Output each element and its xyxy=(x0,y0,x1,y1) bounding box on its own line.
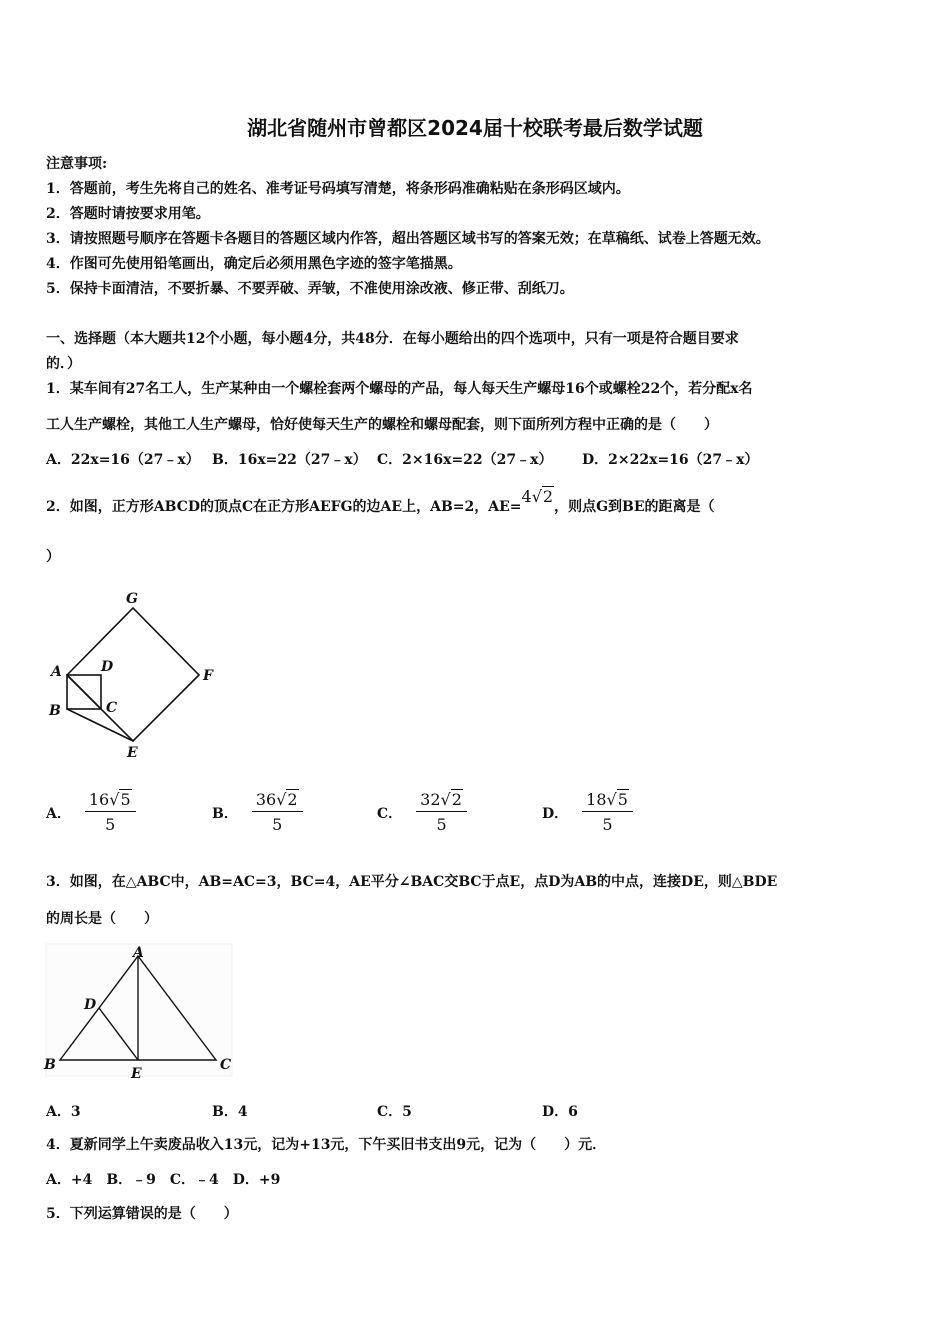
notice-item-1: 1．答题前，考生先将自己的姓名、准考证号码填写清楚，将条形码准确粘贴在条形码区域内。 xyxy=(46,181,630,197)
q3-text: 3．如图，在△ABC中，AB=AC=3，BC=4，AE平分∠BAC交BC于点E，点D为AB的中点，连接DE，则△BDE xyxy=(46,874,778,890)
q1-option-a: A．22x=16（27﹣x） xyxy=(46,452,200,468)
q2-option-a-den: 5 xyxy=(105,815,116,834)
q1-option-b: B．16x=22（27﹣x） xyxy=(212,452,367,468)
q2-option-d-coef: 18 xyxy=(586,790,607,809)
q2-figure xyxy=(40,585,230,765)
notice-item-2: 2．答题时请按要求用笔。 xyxy=(46,206,210,222)
notice-heading: 注意事项: xyxy=(46,156,108,172)
label-c: C xyxy=(106,700,118,716)
q2-option-c-letter: C． xyxy=(377,806,403,822)
q3-option-b: B．4 xyxy=(212,1104,248,1120)
q1-option-d: D．2×22x=16（27﹣x） xyxy=(582,452,759,468)
q2-option-b-fraction: $\frac{36√2}{5}$ xyxy=(252,790,303,834)
label-d: D xyxy=(101,659,114,675)
q2-option-d xyxy=(542,790,633,834)
q2-option-b-coef: 36 xyxy=(255,790,277,809)
q2-option-b-den: 5 xyxy=(272,815,283,834)
q1-text-cont: 工人生产螺栓，其他工人生产螺母，恰好使每天生产的螺栓和螺母配套，则下面所列方程中正确的是（ ） xyxy=(46,417,718,433)
notice-item-4: 4．作图可先使用铅笔画出，确定后必须用黑色字迹的签字笔描黑。 xyxy=(46,256,462,272)
q2-option-a xyxy=(46,790,136,834)
q2-option-d-fraction: $\frac{18√5}{5}$ xyxy=(582,790,633,834)
segment-ac xyxy=(67,675,101,709)
q2-option-c-fraction: $\frac{32√2}{5}$ xyxy=(416,790,467,834)
q3-option-c: C．5 xyxy=(377,1104,412,1120)
notice-item-3: 3．请按照题号顺序在答题卡各题目的答题区域内作答，超出答题区域书写的答案无效；在草稿纸、试卷上答题无效。 xyxy=(46,231,770,247)
page-title: 湖北省随州市曾都区2024届十校联考最后数学试题 xyxy=(247,116,703,140)
label-b: B xyxy=(49,703,61,719)
q2-coef: 4 xyxy=(521,487,532,506)
q2-text-before: 2．如图，正方形ABCD的顶点C在正方形AEFG的边AE上，AB=2，AE= xyxy=(46,499,522,515)
q2-text-after: ，则点G到BE的距离是（ xyxy=(554,499,715,515)
q2-option-c-radicand: 2 xyxy=(451,790,462,809)
q2-option-a-letter: A． xyxy=(46,806,71,822)
q5-text: 5．下列运算错误的是（ ） xyxy=(46,1206,238,1222)
q3-option-a: A．3 xyxy=(46,1104,81,1120)
q2-option-d-letter: D． xyxy=(542,806,569,822)
q2-option-b xyxy=(212,790,303,834)
q2-ae-value xyxy=(522,487,555,506)
q3-option-d: D．6 xyxy=(542,1104,578,1120)
q3-text-cont: 的周长是（ ） xyxy=(46,911,158,927)
label-d: D xyxy=(84,997,97,1013)
label-g: G xyxy=(126,591,138,607)
label-b: B xyxy=(44,1057,56,1073)
section-heading: 一、选择题（本大题共12个小题，每小题4分，共48分．在每小题给出的四个选项中，只有一项是符合题目要求 xyxy=(46,331,739,347)
q2-option-d-den: 5 xyxy=(602,815,613,834)
q2-text xyxy=(46,487,715,516)
q4-text: 4．夏新同学上午卖废品收入13元，记为+13元，下午买旧书支出9元，记为（ ）元． xyxy=(46,1137,607,1153)
q2-option-c-den: 5 xyxy=(436,815,447,834)
sqrt-symbol: √ xyxy=(531,487,542,506)
q2-text-cont: ） xyxy=(46,549,60,565)
label-e: E xyxy=(127,745,138,761)
label-c: C xyxy=(220,1057,232,1073)
q1-option-c: C．2×16x=22（27﹣x） xyxy=(377,452,553,468)
q2-option-b-letter: B． xyxy=(212,806,238,822)
notice-item-5: 5．保持卡面清洁，不要折暴、不要弄破、弄皱，不准使用涂改液、修正带、刮纸刀。 xyxy=(46,281,574,297)
label-a: A xyxy=(133,945,144,961)
figure-background xyxy=(46,944,232,1076)
q2-option-a-fraction: $\frac{16√5}{5}$ xyxy=(85,790,136,834)
label-e: E xyxy=(131,1066,142,1082)
label-f: F xyxy=(203,668,213,684)
label-a: A xyxy=(51,664,62,680)
segment-be xyxy=(67,709,133,741)
section-heading-cont: 的．） xyxy=(46,356,81,372)
q4-options: A．+4 B．﹣9 C．﹣4 D．+9 xyxy=(46,1172,281,1188)
q2-option-d-radicand: 5 xyxy=(617,790,628,809)
q2-option-a-coef: 16 xyxy=(88,790,110,809)
q2-radicand: 2 xyxy=(542,487,554,506)
q2-option-b-radicand: 2 xyxy=(287,790,298,809)
q2-option-c xyxy=(377,790,467,834)
q1-text: 1．某车间有27名工人，生产某种由一个螺栓套两个螺母的产品，每人每天生产螺母16个或螺栓22个，若分配x名 xyxy=(46,381,753,397)
q2-option-a-radicand: 5 xyxy=(120,790,131,809)
q2-option-c-coef: 32 xyxy=(420,790,441,809)
q3-figure xyxy=(42,942,236,1082)
